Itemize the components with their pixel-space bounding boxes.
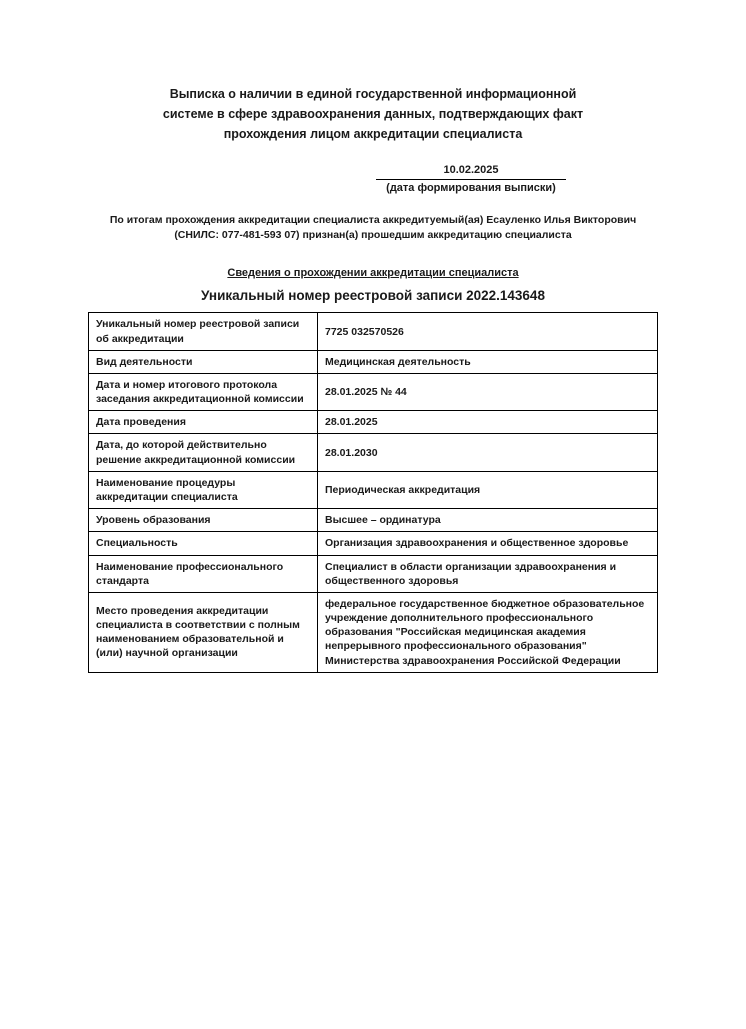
row-value: 28.01.2030	[318, 434, 658, 471]
row-value: Специалист в области организации здравоохранения и общественного здоровья	[318, 555, 658, 592]
row-value: Организация здравоохранения и общественное здоровье	[318, 532, 658, 555]
row-label: Дата и номер итогового протокола заседания аккредитационной комиссии	[89, 373, 318, 410]
section-heading: Сведения о прохождении аккредитации специалиста	[227, 267, 519, 280]
row-label: Дата, до которой действительно решение аккредитационной комиссии	[89, 434, 318, 471]
table-row	[89, 509, 658, 532]
table-row	[89, 313, 658, 350]
row-label: Наименование профессионального стандарта	[89, 555, 318, 592]
table-row	[89, 555, 658, 592]
row-value: 28.01.2025	[318, 411, 658, 434]
issue-date-caption: (дата формирования выписки)	[386, 182, 556, 194]
table-row	[89, 532, 658, 555]
row-label: Вид деятельности	[89, 350, 318, 373]
table-row	[89, 411, 658, 434]
row-value: 28.01.2025 № 44	[318, 373, 658, 410]
page-title: Выписка о наличии в единой государственной информационной системе в сфере здравоохранения данных, подтверждающих факт прохождения лицом аккредитации специалиста	[162, 87, 584, 141]
row-value: федеральное государственное бюджетное образовательное учреждение дополнительного профессионального образования "Российская медицинская академия непрерывного профессионального образования" Министерства здравоохранения Российской Федерации	[318, 592, 658, 672]
intro-paragraph: По итогам прохождения аккредитации специалиста аккредитуемый(ая) Есауленко Илья Викторович (СНИЛС: 077-481-593 07) признан(а) прошедшим аккредитацию специалиста	[109, 214, 637, 242]
accreditation-table	[88, 312, 658, 672]
row-label: Уровень образования	[89, 509, 318, 532]
row-label: Наименование процедуры аккредитации специалиста	[89, 471, 318, 508]
registry-number-heading: Уникальный номер реестровой записи 2022.143648	[201, 288, 545, 304]
accreditation-table-body	[89, 313, 658, 672]
table-row	[89, 373, 658, 410]
issue-date-value: 10.02.2025	[376, 164, 566, 180]
row-value: Периодическая аккредитация	[318, 471, 658, 508]
row-label: Специальность	[89, 532, 318, 555]
table-row	[89, 592, 658, 672]
row-label: Место проведения аккредитации специалиста в соответствии с полным наименованием образовательной и (или) научной организации	[89, 592, 318, 672]
row-value: 7725 032570526	[318, 313, 658, 350]
table-row	[89, 434, 658, 471]
row-value: Высшее – ординатура	[318, 509, 658, 532]
table-row	[89, 350, 658, 373]
table-row	[89, 471, 658, 508]
issue-date-block	[376, 164, 566, 194]
row-label: Дата проведения	[89, 411, 318, 434]
row-value: Медицинская деятельность	[318, 350, 658, 373]
row-label: Уникальный номер реестровой записи об аккредитации	[89, 313, 318, 350]
